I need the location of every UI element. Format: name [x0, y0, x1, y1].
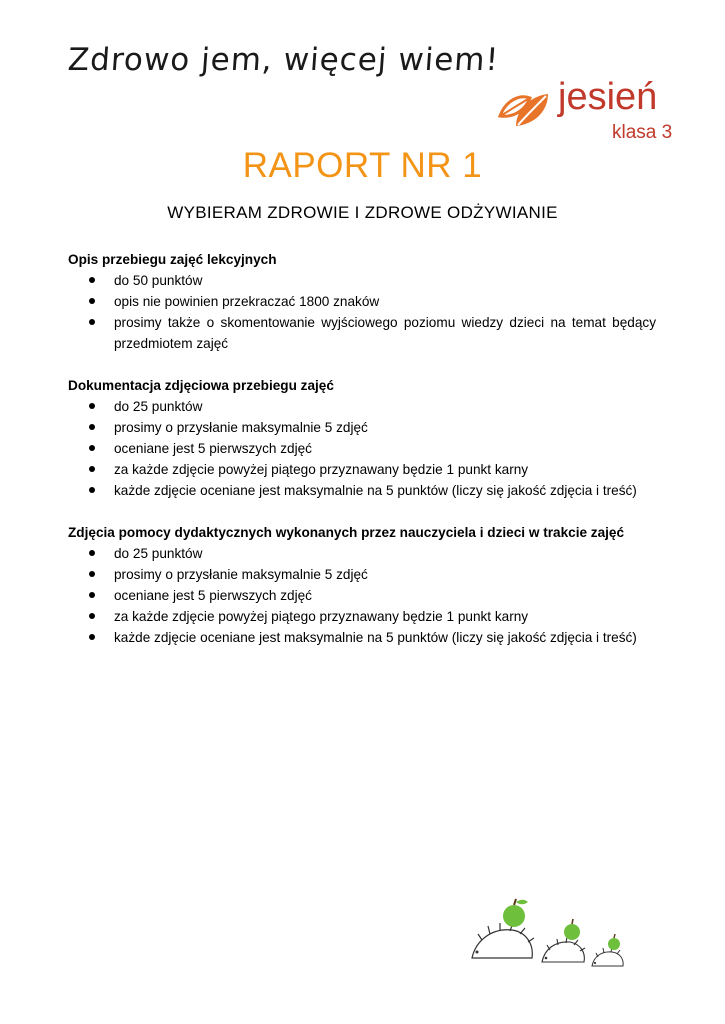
list-item: prosimy o przysłanie maksymalnie 5 zdjęć	[68, 417, 656, 438]
report-subtitle: WYBIERAM ZDROWIE I ZDROWE ODŻYWIANIE	[167, 203, 558, 222]
hedgehog-with-apple-icon	[468, 896, 628, 970]
hedgehog-small	[592, 934, 623, 966]
hedgehog-medium	[542, 919, 585, 962]
list-item: oceniane jest 5 pierwszych zdjęć	[68, 438, 656, 459]
hedgehog-large	[472, 899, 534, 958]
autumn-leaf-icon	[496, 86, 552, 130]
list-item: każde zdjęcie oceniane jest maksymalnie na 5 punktów (liczy się jakość zdjęcia i treść)	[68, 480, 656, 501]
list-item: do 25 punktów	[68, 543, 656, 564]
list-item: za każde zdjęcie powyżej piątego przyznawany będzie 1 punkt karny	[68, 606, 656, 627]
season-badge	[496, 76, 686, 150]
season-name: jesień	[558, 76, 658, 118]
list-item: opis nie powinien przekraczać 1800 znaków	[68, 291, 656, 312]
section-teaching-aids-photos	[68, 522, 656, 648]
list-item: oceniane jest 5 pierwszych zdjęć	[68, 585, 656, 606]
brand-handwritten-title: Zdrowo jem, więcej wiem!	[66, 42, 501, 78]
bullet-list	[68, 396, 656, 501]
section-heading: Dokumentacja zdjęciowa przebiegu zajęć	[68, 378, 334, 393]
section-heading: Zdjęcia pomocy dydaktycznych wykonanych przez nauczyciela i dzieci w trakcie zajęć	[68, 525, 625, 540]
list-item: każde zdjęcie oceniane jest maksymalnie na 5 punktów (liczy się jakość zdjęcia i treść)	[68, 627, 656, 648]
section-lesson-description	[68, 249, 656, 354]
list-item: prosimy o przysłanie maksymalnie 5 zdjęć	[68, 564, 656, 585]
report-title: RAPORT NR 1	[242, 146, 483, 185]
section-heading: Opis przebiegu zajęć lekcyjnych	[68, 252, 277, 267]
section-photo-documentation	[68, 375, 656, 501]
list-item: do 25 punktów	[68, 396, 656, 417]
bullet-list	[68, 543, 656, 648]
class-label: klasa 3	[612, 122, 673, 143]
list-item: prosimy także o skomentowanie wyjściowego poziomu wiedzy dzieci na temat będący przedmiotem zajęć	[68, 312, 656, 354]
bullet-list	[68, 270, 656, 354]
list-item: do 50 punktów	[68, 270, 656, 291]
list-item: za każde zdjęcie powyżej piątego przyznawany będzie 1 punkt karny	[68, 459, 656, 480]
requirements-content	[68, 249, 656, 669]
